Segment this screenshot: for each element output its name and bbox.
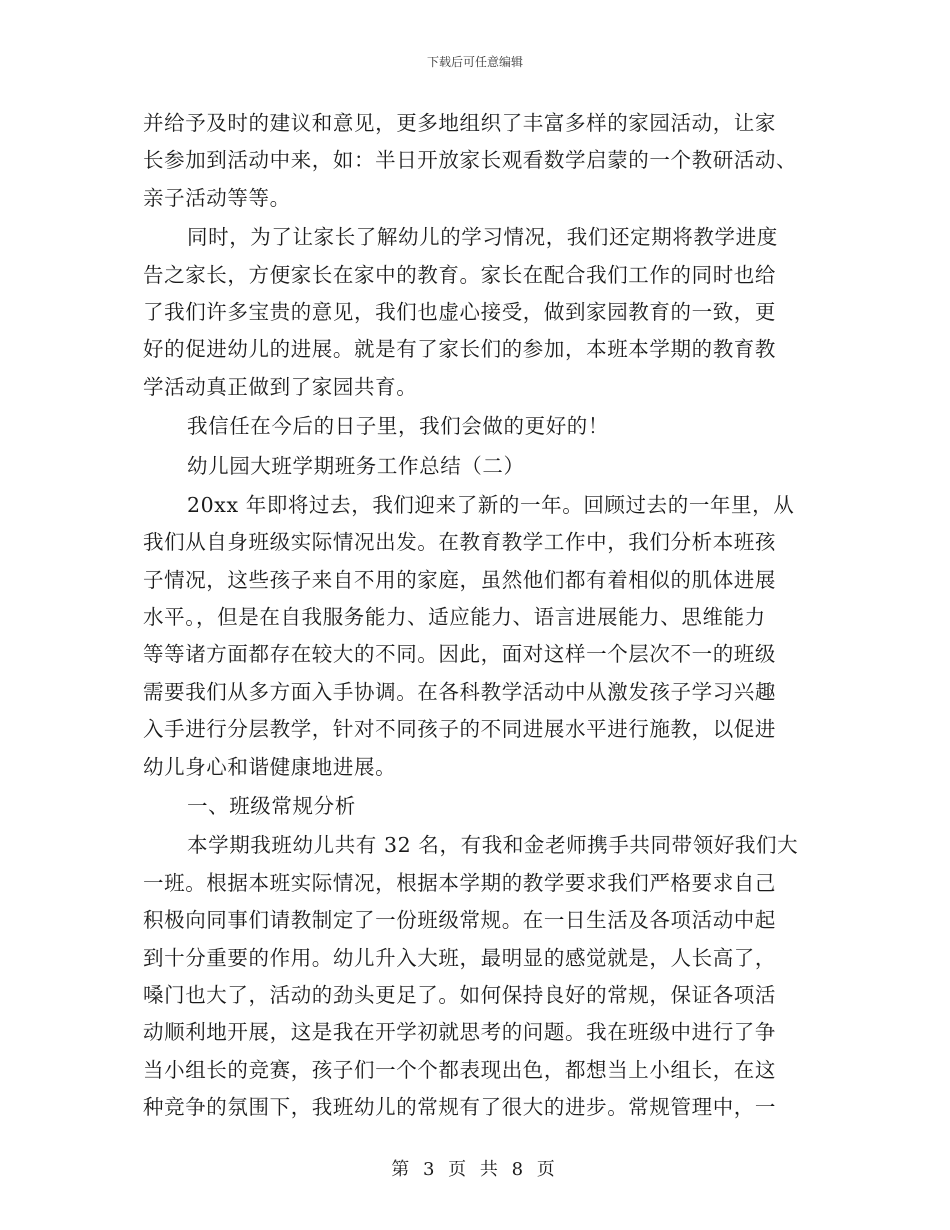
text-line: 告之家长，方便家长在家中的教育。家长在配合我们工作的同时也给 — [143, 262, 776, 287]
text-line: 等等诸方面都存在较大的不同。因此，面对这样一个层次不一的班级 — [143, 642, 776, 667]
text-line: 动顺利地开展，这是我在开学初就思考的问题。我在班级中进行了争 — [143, 1020, 776, 1045]
page-number: 第 3 页 共 8 页 — [391, 1159, 559, 1180]
text-line: 需要我们从多方面入手协调。在各科教学活动中从激发孩子学习兴趣 — [143, 679, 776, 704]
paragraph-first-line: 同时，为了让家长了解幼儿的学习情况，我们还定期将教学进度 — [187, 225, 778, 250]
text-line: 水平。，但是在自我服务能力、适应能力、语言进展能力、思维能力 — [143, 605, 766, 630]
document-body — [143, 105, 808, 1127]
text-line: 长参加到活动中来，如：半日开放家长观看数学启蒙的一个教研活动、 — [143, 148, 798, 173]
text-line: 亲子活动等等。 — [143, 185, 291, 210]
section-title: 幼儿园大班学期班务工作总结（二） — [187, 453, 525, 478]
text-line: 种竞争的氛围下，我班幼儿的常规有了很大的进步。常规管理中，一 — [143, 1095, 776, 1120]
page-header: 下载后可任意编辑 — [426, 55, 523, 69]
paragraph-first-line: 我信任在今后的日子里，我们会做的更好的！ — [187, 414, 609, 439]
subsection-heading: 一、班级常规分析 — [187, 794, 356, 819]
text-line: 我们从自身班级实际情况出发。在教育教学工作中，我们分析本班孩 — [143, 530, 776, 555]
text-line: 积极向同事们请教制定了一份班级常规。在一日生活及各项活动中起 — [143, 908, 776, 933]
text-line: 并给予及时的建议和意见，更多地组织了丰富多样的家园活动，让家 — [143, 111, 776, 135]
text-line: 嗓门也大了，活动的劲头更足了。如何保持良好的常规，保证各项活 — [143, 982, 776, 1007]
text-line: 了我们许多宝贵的意见，我们也虚心接受，做到家园教育的一致，更 — [143, 299, 776, 324]
text-line: 一班。根据本班实际情况，根据本学期的教学要求我们严格要求自己 — [143, 870, 776, 895]
paragraph-first-line: 本学期我班幼儿共有 32 名，有我和金老师携手共同带领好我们大 — [187, 833, 799, 858]
text-line: 当小组长的竞赛，孩子们一个个都表现出色，都想当上小组长，在这 — [143, 1057, 776, 1082]
text-line: 学活动真正做到了家园共育。 — [143, 374, 418, 399]
text-line: 好的促进幼儿的进展。就是有了家长们的参加，本班本学期的教育教 — [143, 337, 776, 362]
text-line: 子情况，这些孩子来自不用的家庭，虽然他们都有着相似的肌体进展 — [143, 567, 776, 592]
paragraph-first-line: 20xx 年即将过去，我们迎来了新的一年。回顾过去的一年里，从 — [187, 492, 795, 517]
text-line: 到十分重要的作用。幼儿升入大班，最明显的感觉就是，人长高了， — [143, 945, 776, 970]
text-line: 入手进行分层教学，针对不同孩子的不同进展水平进行施教，以促进 — [143, 717, 776, 742]
text-line: 幼儿身心和谐健康地进展。 — [143, 754, 397, 779]
